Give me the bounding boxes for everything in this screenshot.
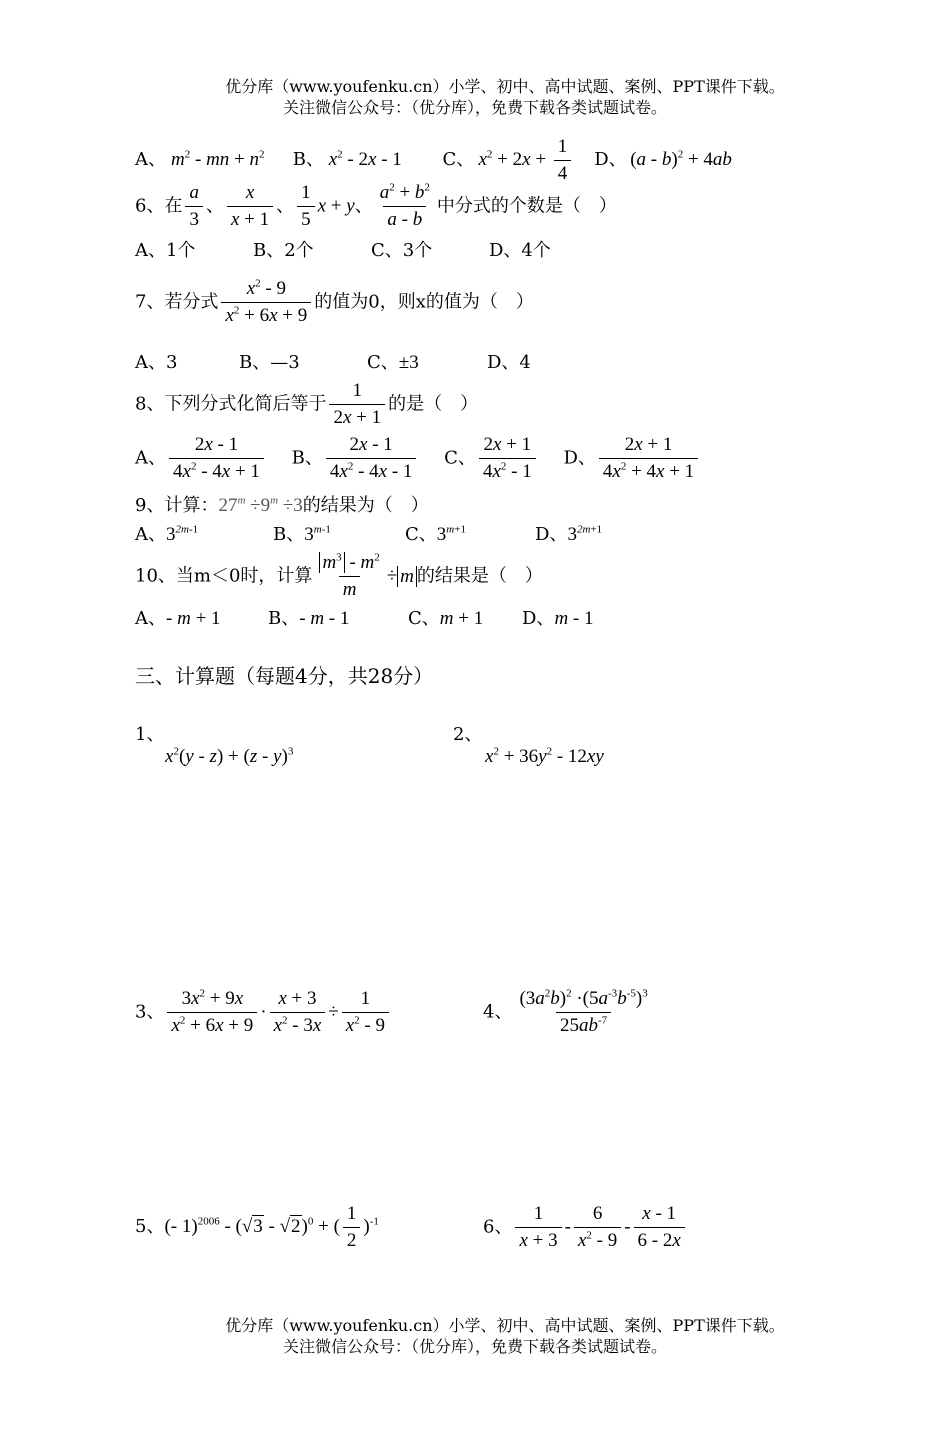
q6-option-c: C、3个 <box>371 240 433 261</box>
q6-option-b: B、2个 <box>253 240 314 261</box>
q7-options <box>135 348 531 374</box>
problem-3-frac-2: $\frac{x + 3}{x^2 - 3x}$ <box>270 988 326 1037</box>
q8-b-frac: $\frac{2x - 1}{4x^2 - 4x - 1}$ <box>326 434 417 483</box>
q8-a-frac: $\frac{2x - 1}{4x^2 - 4x + 1}$ <box>169 434 264 483</box>
q5-option-d: D、 <box>594 148 627 170</box>
problem-4-frac: $\frac{(3a^2b)^2 \cdot(5a^{-3}b^{-5})^3}{25ab^{-7}}$ <box>519 987 648 1036</box>
q9-options: A、$3^{2m-1}$ B、3$^{m-1}$ C、$3^{m+1}$ D、$3^{2m+1}$ <box>135 523 603 545</box>
q10-option-a: A、 <box>135 608 166 629</box>
problem-1-label: 1、 <box>135 724 165 745</box>
q9-option-d: D、 <box>535 524 568 545</box>
problem-6-frac-3: $\frac{x - 1}{6 - 2x}$ <box>634 1203 685 1252</box>
q7-option-c-value: ±3 <box>398 352 419 373</box>
q8-option-b: B、 <box>291 447 323 469</box>
q6-frac-4: $\frac{a^2 + b^2}{a - b}$ <box>379 181 430 230</box>
question-10: 10、当m＜0时，计算 $\frac{m^3 - m^2}{m}$ ÷ m 的结果是（ ） <box>135 551 543 600</box>
q7-option-a: A、3 <box>135 352 178 373</box>
q8-frac: $\frac{1}{2x + 1}$ <box>329 380 385 429</box>
q6-frac-1: $\frac{a}{3}$ <box>185 182 203 231</box>
page-header <box>0 76 950 118</box>
problem-3: 3、 $\frac{3x^2 + 9x}{x^2 + 6x + 9}$ · $\frac{x + 3}{x^2 - 3x}$ ÷ $\frac{1}{x^2 - 9}$ <box>135 988 392 1037</box>
problem-5 <box>135 1203 379 1252</box>
q5-c-expr: $x^2 + 2x$ + $\frac{1}{4}$ <box>478 136 588 185</box>
q6-options <box>135 236 551 262</box>
q10-option-d: D、 <box>522 608 555 629</box>
problem-1 <box>135 720 293 768</box>
q8-option-c: C、 <box>444 447 476 469</box>
header-line-2: 关注微信公众号：（优分库），免费下载各类试题试卷。 <box>282 98 667 117</box>
q10-option-c: C、 <box>408 608 440 629</box>
q5-options <box>135 136 732 185</box>
q8-tail: 的是（ ） <box>388 393 479 415</box>
problem-6-frac-1: $\frac{1}{x + 3}$ <box>515 1203 561 1252</box>
q6-sep: 、 <box>205 195 224 217</box>
q6-sep: 、 <box>276 195 295 217</box>
problem-6: 6、 $\frac{1}{x + 3}$ - $\frac{6}{x^2 - 9}$ - $\frac{x - 1}{6 - 2x}$ <box>483 1203 688 1252</box>
q5-option-a: A、 <box>135 148 166 170</box>
q9-expr: $27^m \div 9^m \div 3$ <box>218 494 303 516</box>
q8-c-frac: $\frac{2x + 1}{4x^2 - 1}$ <box>479 434 536 483</box>
problem-2-expr: $x^2 + 36y^2 - 12xy$ <box>485 745 604 767</box>
question-6: 6、在 $\frac{a}{3}$ 、 $\frac{x}{x + 1}$ 、 $\frac{1}{5}$ x + y、 $\frac{a^2 + b^2}{a - b}$ 中分式的个数是（ ） <box>135 181 617 230</box>
q8-option-a: A、 <box>135 447 166 469</box>
q6-option-a: A、1个 <box>135 240 196 261</box>
q8-d-frac: $\frac{2x + 1}{4x^2 + 4x + 1}$ <box>599 434 698 483</box>
problem-5-label: 5、 <box>135 1215 165 1237</box>
problem-6-frac-2: $\frac{6}{x^2 - 9}$ <box>574 1203 621 1252</box>
question-8 <box>135 380 478 429</box>
question-9 <box>135 491 429 517</box>
problem-3-label: 3、 <box>135 1001 165 1023</box>
q7-label: 7、若分式 <box>135 291 219 313</box>
problem-4 <box>483 988 655 1037</box>
page-footer <box>0 1315 950 1357</box>
section-3-title: 三、计算题（每题4分，共28分） <box>135 664 434 688</box>
footer-line-1: 优分库（www.youfenku.cn）小学、初中、高中试题、案例、PPT课件下载。 <box>225 1316 785 1335</box>
q7-frac: $\frac{x^2 - 9}{x^2 + 6x + 9}$ <box>221 278 311 327</box>
q8-option-d: D、 <box>563 447 596 469</box>
problem-3-frac-3: $\frac{1}{x^2 - 9}$ <box>342 988 389 1037</box>
q7-option-b: B、—3 <box>239 352 300 373</box>
q9-tail: 的结果为（ ） <box>302 495 429 516</box>
q6-option-d: D、4个 <box>489 240 551 261</box>
footer-line-2: 关注微信公众号：（优分库），免费下载各类试题试卷。 <box>282 1337 667 1356</box>
q8-label: 8、下列分式化简后等于 <box>135 393 327 415</box>
q9-option-c: C、 <box>405 524 437 545</box>
problem-5-expr: (- 1)$^{2006}$ - (√3 - √2)$^0$ + ( $\frac{1}{2}$ )$^{-1}$ <box>164 1203 379 1251</box>
q5-d-expr: (a - b)$^2$ + 4ab <box>630 148 732 170</box>
q10-frac: $\frac{m^3 - m^2}{m}$ <box>315 552 383 601</box>
q7-tail: 的值为0，则x的值为（ ） <box>314 291 534 313</box>
q5-option-b: B、 <box>292 148 324 170</box>
q5-option-c: C、 <box>442 148 475 170</box>
q7-option-d: D、4 <box>487 352 531 373</box>
q6-frac-3: $\frac{1}{5}$ <box>297 182 315 231</box>
problem-4-label: 4、 <box>483 1001 513 1023</box>
q9-label: 9、计算： <box>135 495 219 516</box>
q6-tail: 中分式的个数是（ ） <box>436 195 617 217</box>
q6-sep: 、 <box>354 195 373 217</box>
q9-option-b: B、 <box>273 524 305 545</box>
q9-option-a: A、 <box>135 524 166 545</box>
q5-a-expr: $m^2$ - mn + $n^2$ <box>171 148 265 170</box>
q10-tail: 的结果是（ ） <box>416 565 543 587</box>
problem-3-frac-1: $\frac{3x^2 + 9x}{x^2 + 6x + 9}$ <box>167 988 257 1037</box>
q6-frac-2: $\frac{x}{x + 1}$ <box>227 182 273 231</box>
problem-2 <box>453 720 604 768</box>
problem-2-label: 2、 <box>453 724 483 745</box>
q7-option-c: C、 <box>367 352 399 373</box>
q5-b-expr: $x^2 - 2x - 1$ <box>328 148 402 170</box>
q10-option-b: B、 <box>268 608 300 629</box>
q10-options: A、- m + 1 B、- m - 1 C、m + 1 D、m - 1 <box>135 608 594 629</box>
q8-options <box>135 434 701 483</box>
q10-label: 10、当m＜0时，计算 <box>135 565 313 587</box>
header-line-1: 优分库（www.youfenku.cn）小学、初中、高中试题、案例、PPT课件下载。 <box>225 77 785 96</box>
problem-6-label: 6、 <box>483 1216 513 1238</box>
problem-1-expr: $x^2(y - z) + (z - y)^3$ <box>165 745 294 767</box>
question-7 <box>135 278 534 327</box>
q6-label: 6、在 <box>135 195 183 217</box>
